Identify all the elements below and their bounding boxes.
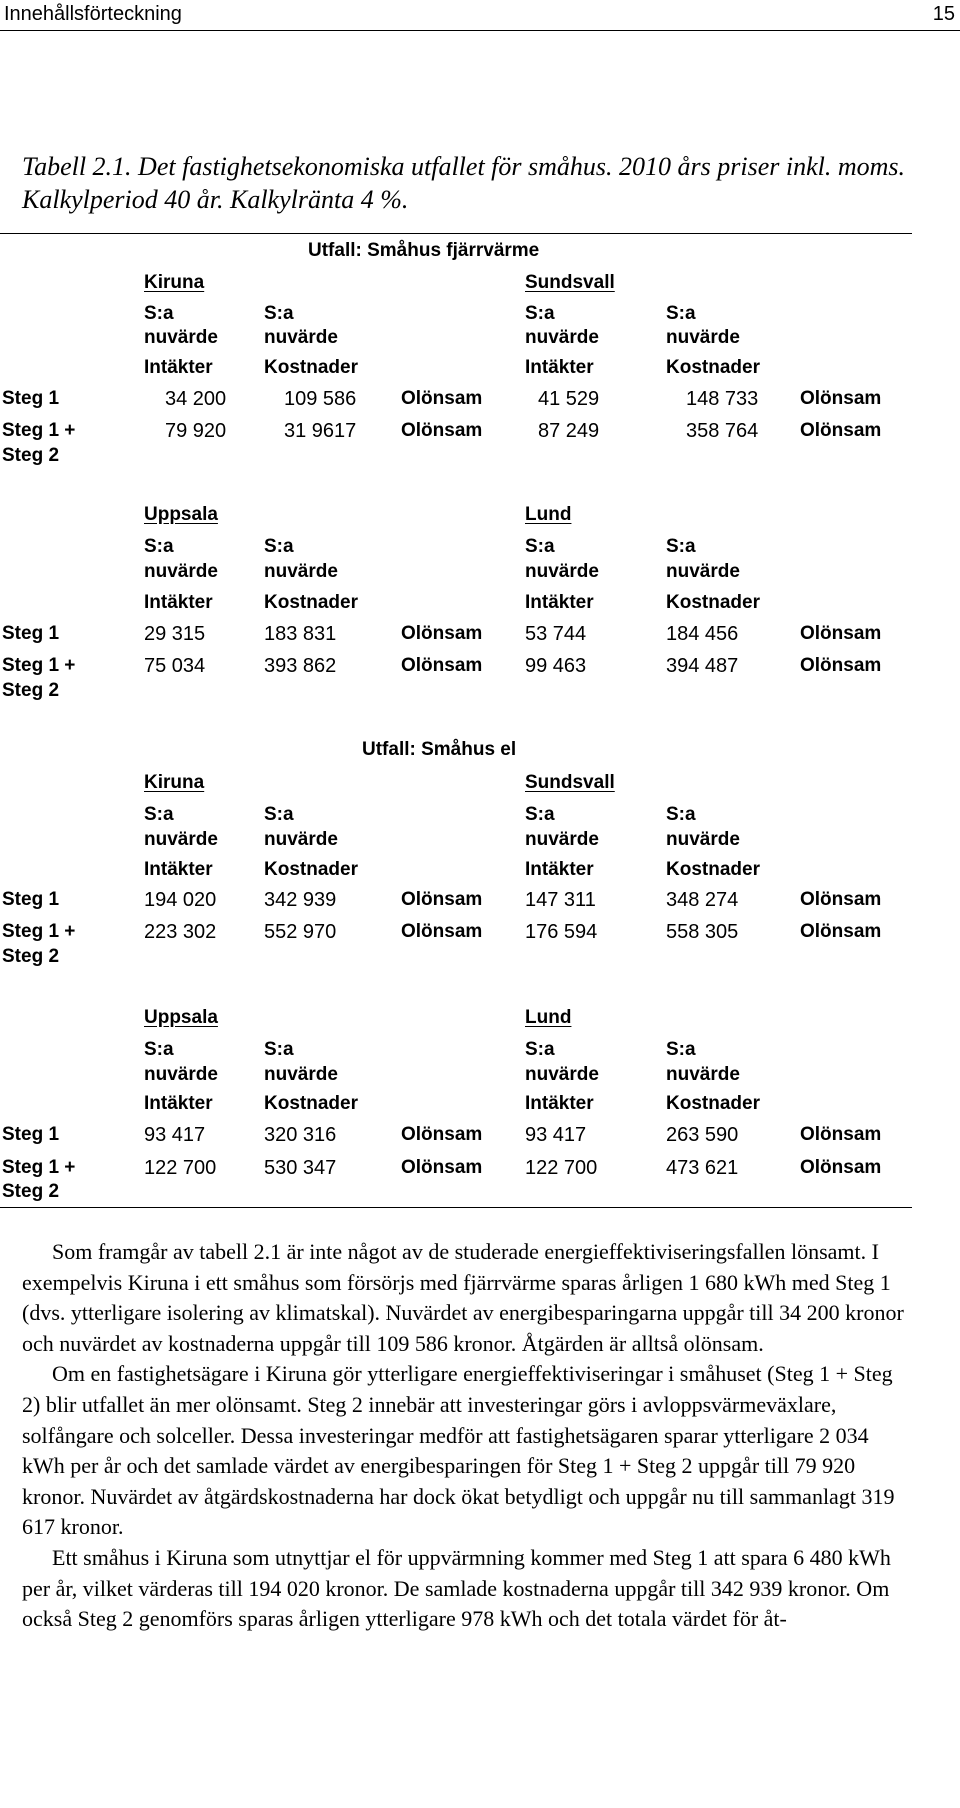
- row-label-steg1plus: Steg 1 +: [2, 655, 76, 676]
- row-label-steg2: Steg 2: [2, 1181, 60, 1202]
- city-header-b: Sundsvall: [525, 272, 615, 293]
- col-head-nuvarde: nuvärde: [666, 561, 740, 582]
- col-head-sa: S:a: [264, 1039, 294, 1060]
- col-head-sa: S:a: [525, 536, 555, 557]
- cell-status: Olönsam: [800, 623, 882, 644]
- row-label-steg1: Steg 1: [2, 623, 60, 644]
- body-text: [22, 1237, 912, 1635]
- cell-value: 342 939: [264, 889, 337, 911]
- col-head-intakter: Intäkter: [525, 859, 594, 880]
- cell-status: Olönsam: [401, 1157, 483, 1178]
- row-label-steg1: Steg 1: [2, 388, 60, 409]
- cell-status: Olönsam: [800, 889, 882, 910]
- cell-value: 183 831: [264, 623, 337, 645]
- cell-status: Olönsam: [800, 420, 882, 441]
- cell-value: 558 305: [666, 921, 739, 943]
- city-header-a: Uppsala: [144, 504, 218, 525]
- cell-value: 348 274: [666, 889, 739, 911]
- cell-value: 93 417: [525, 1124, 587, 1146]
- col-head-nuvarde: nuvärde: [144, 1064, 218, 1085]
- cell-value: 194 020: [144, 889, 217, 911]
- col-head-nuvarde: nuvärde: [525, 1064, 599, 1085]
- cell-status: Olönsam: [401, 388, 483, 409]
- col-head-sa: S:a: [144, 1039, 174, 1060]
- cell-value: 552 970: [264, 921, 337, 943]
- city-header-b: Lund: [525, 1007, 572, 1028]
- col-head-sa: S:a: [144, 536, 174, 557]
- col-head-sa: S:a: [525, 303, 555, 324]
- col-head-nuvarde: nuvärde: [525, 561, 599, 582]
- col-head-kostnader: Kostnader: [264, 859, 358, 880]
- col-head-sa: S:a: [144, 804, 174, 825]
- col-head-intakter: Intäkter: [525, 1093, 594, 1114]
- cell-status: Olönsam: [401, 921, 483, 942]
- col-head-kostnader: Kostnader: [264, 357, 358, 378]
- cell-value: 29 315: [144, 623, 206, 645]
- row-label-steg1plus: Steg 1 +: [2, 420, 76, 441]
- table-bottom-rule: [0, 1207, 912, 1208]
- cell-value: 223 302: [144, 921, 217, 943]
- row-label-steg2: Steg 2: [2, 445, 60, 466]
- page-number: 15: [932, 3, 955, 25]
- cell-status: Olönsam: [401, 623, 483, 644]
- row-label-steg1: Steg 1: [2, 889, 60, 910]
- cell-value: 394 487: [666, 655, 739, 677]
- paragraph: Om en fastighetsägare i Kiruna gör ytterligare energieffektiviseringar i småhuset (Steg 1 + Steg 2) blir utfallet än mer olönsamt. Steg 2 innebär att investeringar görs i avloppsvärmeväxlare, solfångare och solceller. Dessa investeringar medför att fastighetsägaren sparar ytterligare 2 034 kWh per år och det samlade värdet av energibesparingen för Steg 1 + Steg 2 uppgår till 79 920 kronor. Nuvärdet av åtgärdskostnaderna har dock ökat betydligt och uppgår nu till sammanlagt 319 617 kronor.: [22, 1361, 895, 1540]
- paragraph: Som framgår av tabell 2.1 är inte något av de studerade energieffektiviseringsfallen lönsamt. I exempelvis Kiruna i ett småhus som försörjs med fjärrvärme sparas årligen 1 680 kWh med Steg 1 (dvs. ytterligare isolering av klimatskal). Nuvärdet av energibesparingarna uppgår till 34 200 kronor och nuvärdet av kostnaderna uppgår till 109 586 kronor. Åtgärden är alltså olönsam.: [22, 1239, 904, 1356]
- col-head-sa: S:a: [666, 303, 696, 324]
- cell-value: 473 621: [666, 1157, 739, 1179]
- city-header-a: Uppsala: [144, 1007, 218, 1028]
- cell-value: 263 590: [666, 1124, 739, 1146]
- col-head-nuvarde: nuvärde: [264, 561, 338, 582]
- cell-value: 122 700: [144, 1157, 217, 1179]
- row-label-steg2: Steg 2: [2, 680, 60, 701]
- cell-status: Olönsam: [800, 921, 882, 942]
- city-header-b: Sundsvall: [525, 772, 615, 793]
- cell-status: Olönsam: [401, 655, 483, 676]
- cell-value: 75 034: [144, 655, 206, 677]
- col-head-intakter: Intäkter: [525, 592, 594, 613]
- col-head-nuvarde: nuvärde: [666, 327, 740, 348]
- col-head-nuvarde: nuvärde: [144, 829, 218, 850]
- col-head-kostnader: Kostnader: [264, 592, 358, 613]
- col-head-sa: S:a: [525, 804, 555, 825]
- section-title: Utfall: Småhus fjärrvärme: [308, 240, 540, 261]
- cell-value: 148 733: [686, 388, 759, 410]
- toc-link[interactable]: Innehållsförteckning: [4, 3, 182, 25]
- col-head-sa: S:a: [144, 303, 174, 324]
- cell-value: 530 347: [264, 1157, 337, 1179]
- cell-value: 109 586: [284, 388, 357, 410]
- section-title: Utfall: Småhus el: [362, 739, 517, 760]
- cell-value: 41 529: [538, 388, 600, 410]
- cell-value: 93 417: [144, 1124, 206, 1146]
- cell-status: Olönsam: [800, 655, 882, 676]
- cell-value: 53 744: [525, 623, 587, 645]
- col-head-sa: S:a: [264, 536, 294, 557]
- col-head-kostnader: Kostnader: [264, 1093, 358, 1114]
- col-head-nuvarde: nuvärde: [144, 561, 218, 582]
- running-header: [0, 0, 960, 31]
- city-header-b: Lund: [525, 504, 572, 525]
- cell-value: 87 249: [538, 420, 600, 442]
- cell-value: 176 594: [525, 921, 598, 943]
- table-caption: Tabell 2.1. Det fastighetsekonomiska utfallet för småhus. 2010 års priser inkl. moms. Kalkylperiod 40 år. Kalkylränta 4 %.: [22, 152, 906, 214]
- cell-status: Olönsam: [401, 1124, 483, 1145]
- cell-status: Olönsam: [800, 1157, 882, 1178]
- col-head-intakter: Intäkter: [144, 592, 213, 613]
- col-head-nuvarde: nuvärde: [144, 327, 218, 348]
- col-head-sa: S:a: [666, 1039, 696, 1060]
- col-head-nuvarde: nuvärde: [525, 829, 599, 850]
- row-label-steg1plus: Steg 1 +: [2, 921, 76, 942]
- cell-value: 31 9617: [284, 420, 357, 442]
- cell-value: 147 311: [525, 889, 596, 911]
- row-label-steg1plus: Steg 1 +: [2, 1157, 76, 1178]
- cell-value: 99 463: [525, 655, 587, 677]
- cell-status: Olönsam: [800, 1124, 882, 1145]
- cell-value: 79 920: [165, 420, 227, 442]
- col-head-nuvarde: nuvärde: [666, 829, 740, 850]
- cell-status: Olönsam: [401, 889, 483, 910]
- city-header-a: Kiruna: [144, 272, 205, 293]
- cell-value: 320 316: [264, 1124, 337, 1146]
- cell-status: Olönsam: [401, 420, 483, 441]
- cell-value: 34 200: [165, 388, 227, 410]
- row-label-steg2: Steg 2: [2, 946, 60, 967]
- city-header-a: Kiruna: [144, 772, 205, 793]
- col-head-kostnader: Kostnader: [666, 1093, 760, 1114]
- col-head-nuvarde: nuvärde: [264, 327, 338, 348]
- cell-value: 184 456: [666, 623, 739, 645]
- cell-value: 358 764: [686, 420, 759, 442]
- cell-value: 393 862: [264, 655, 337, 677]
- col-head-kostnader: Kostnader: [666, 357, 760, 378]
- col-head-intakter: Intäkter: [144, 859, 213, 880]
- row-label-steg1: Steg 1: [2, 1124, 60, 1145]
- col-head-sa: S:a: [264, 303, 294, 324]
- col-head-sa: S:a: [666, 804, 696, 825]
- col-head-intakter: Intäkter: [144, 1093, 213, 1114]
- col-head-nuvarde: nuvärde: [264, 1064, 338, 1085]
- col-head-nuvarde: nuvärde: [666, 1064, 740, 1085]
- table-top-rule: [0, 233, 912, 234]
- col-head-nuvarde: nuvärde: [525, 327, 599, 348]
- cell-value: 122 700: [525, 1157, 598, 1179]
- col-head-intakter: Intäkter: [525, 357, 594, 378]
- col-head-sa: S:a: [264, 804, 294, 825]
- col-head-kostnader: Kostnader: [666, 859, 760, 880]
- col-head-sa: S:a: [666, 536, 696, 557]
- paragraph: Ett småhus i Kiruna som utnyttjar el för uppvärmning kommer med Steg 1 att spara 6 480 kWh per år, vilket värderas till 194 020 kronor. De samlade kostnaderna uppgår till 342 939 kronor. Om också Steg 2 genomförs sparas årligen ytterligare 978 kWh och det totala värdet för åt-: [22, 1544, 891, 1632]
- cell-status: Olönsam: [800, 388, 882, 409]
- col-head-kostnader: Kostnader: [666, 592, 760, 613]
- col-head-nuvarde: nuvärde: [264, 829, 338, 850]
- col-head-sa: S:a: [525, 1039, 555, 1060]
- col-head-intakter: Intäkter: [144, 357, 213, 378]
